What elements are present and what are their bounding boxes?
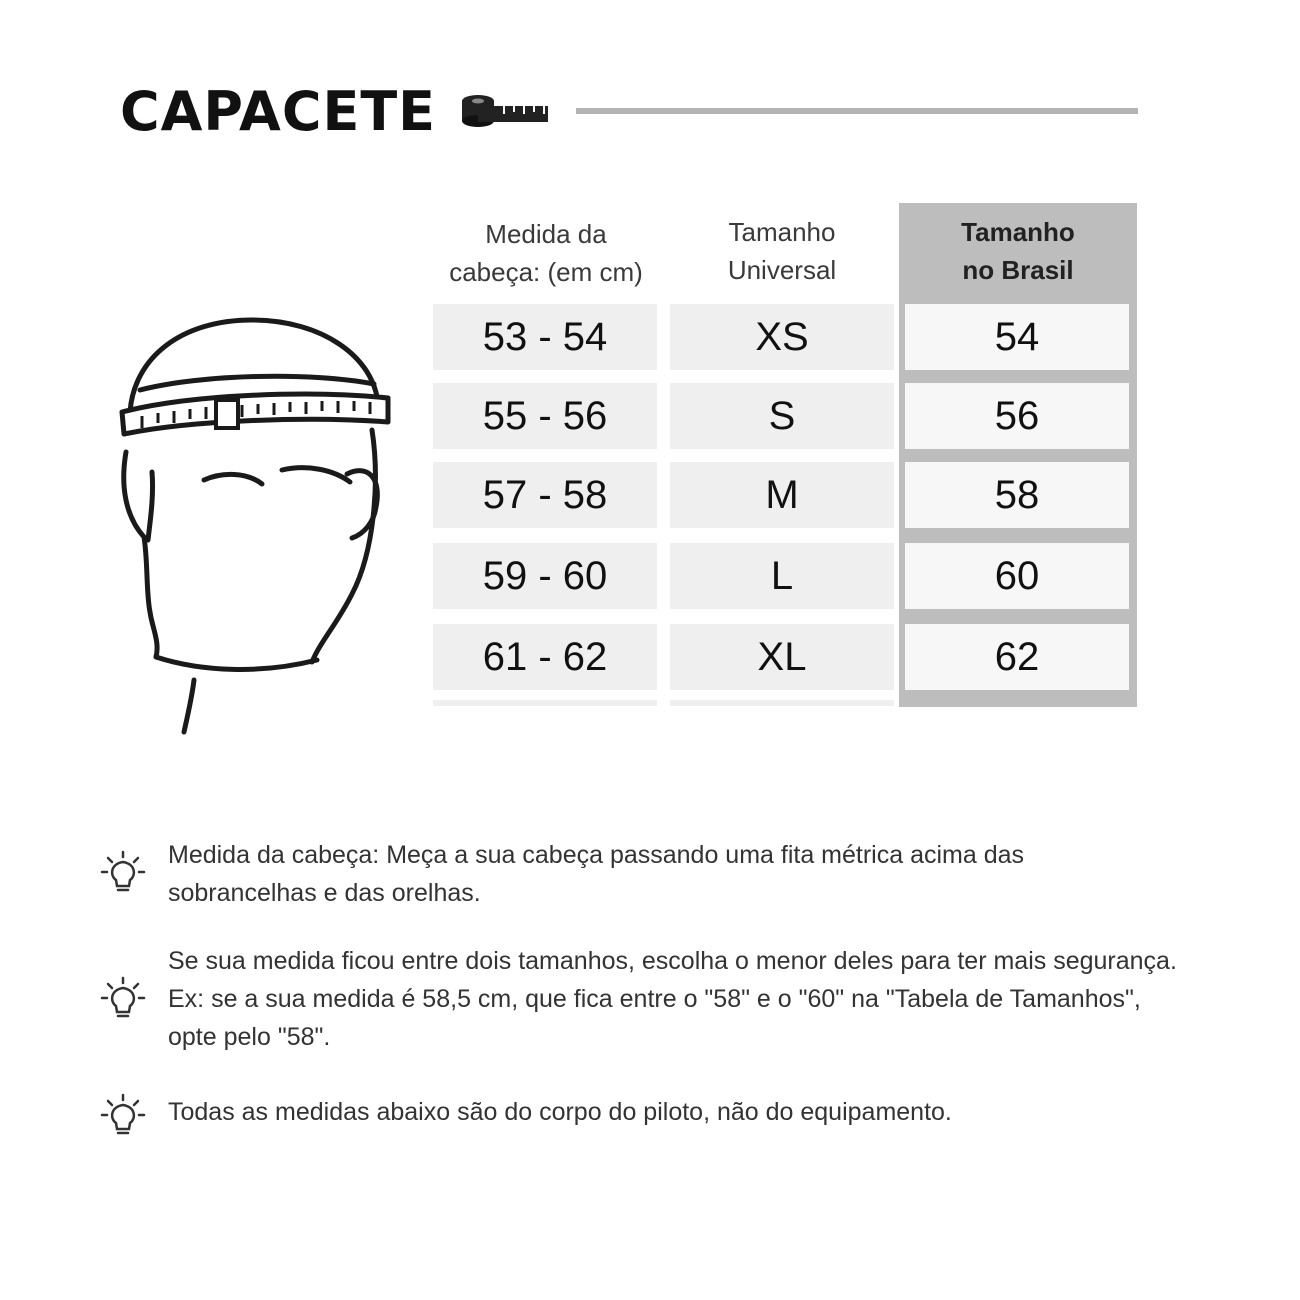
lightbulb-icon bbox=[100, 1093, 146, 1139]
cell-universal: S bbox=[670, 383, 894, 449]
table-footer-bar bbox=[433, 700, 657, 706]
cell-measure: 55 - 56 bbox=[433, 383, 657, 449]
header-brazil-size: Tamanho no Brasil bbox=[961, 217, 1075, 285]
cell-brazil: 62 bbox=[905, 624, 1129, 690]
cell-measure: 53 - 54 bbox=[433, 304, 657, 370]
page-title: CAPACETE bbox=[120, 80, 437, 143]
head-measurement-illustration bbox=[112, 312, 402, 742]
cell-universal: XL bbox=[670, 624, 894, 690]
cell-universal: L bbox=[670, 543, 894, 609]
cell-brazil: 60 bbox=[905, 543, 1129, 609]
tip-text: Medida da cabeça: Meça a sua cabeça passando uma fita métrica acima das sobrancelhas e das orelhas. bbox=[168, 841, 1025, 907]
cell-measure: 59 - 60 bbox=[433, 543, 657, 609]
header-head-measure: Medida da cabeça: (em cm) bbox=[449, 219, 643, 287]
header-universal-size: Tamanho Universal bbox=[727, 217, 837, 285]
title-divider bbox=[576, 108, 1138, 114]
cell-universal: M bbox=[670, 462, 894, 528]
cell-measure: 61 - 62 bbox=[433, 624, 657, 690]
cell-measure: 57 - 58 bbox=[433, 462, 657, 528]
cell-brazil: 58 bbox=[905, 462, 1129, 528]
tip-text: Todas as medidas abaixo são do corpo do piloto, não do equipamento. bbox=[168, 1098, 952, 1126]
lightbulb-icon bbox=[100, 850, 146, 896]
tip-text: Se sua medida ficou entre dois tamanhos, escolha o menor deles para ter mais segurança. Ex: se a sua medida é 58,5 cm, que fica entre o "58" e o "60" na "Tabela de Tamanhos", opte pelo "58". bbox=[168, 947, 1177, 1051]
table-footer-bar bbox=[670, 700, 894, 706]
cell-universal: XS bbox=[670, 304, 894, 370]
measuring-tape-icon bbox=[458, 92, 550, 132]
lightbulb-icon bbox=[100, 976, 146, 1022]
cell-brazil: 54 bbox=[905, 304, 1129, 370]
cell-brazil: 56 bbox=[905, 383, 1129, 449]
